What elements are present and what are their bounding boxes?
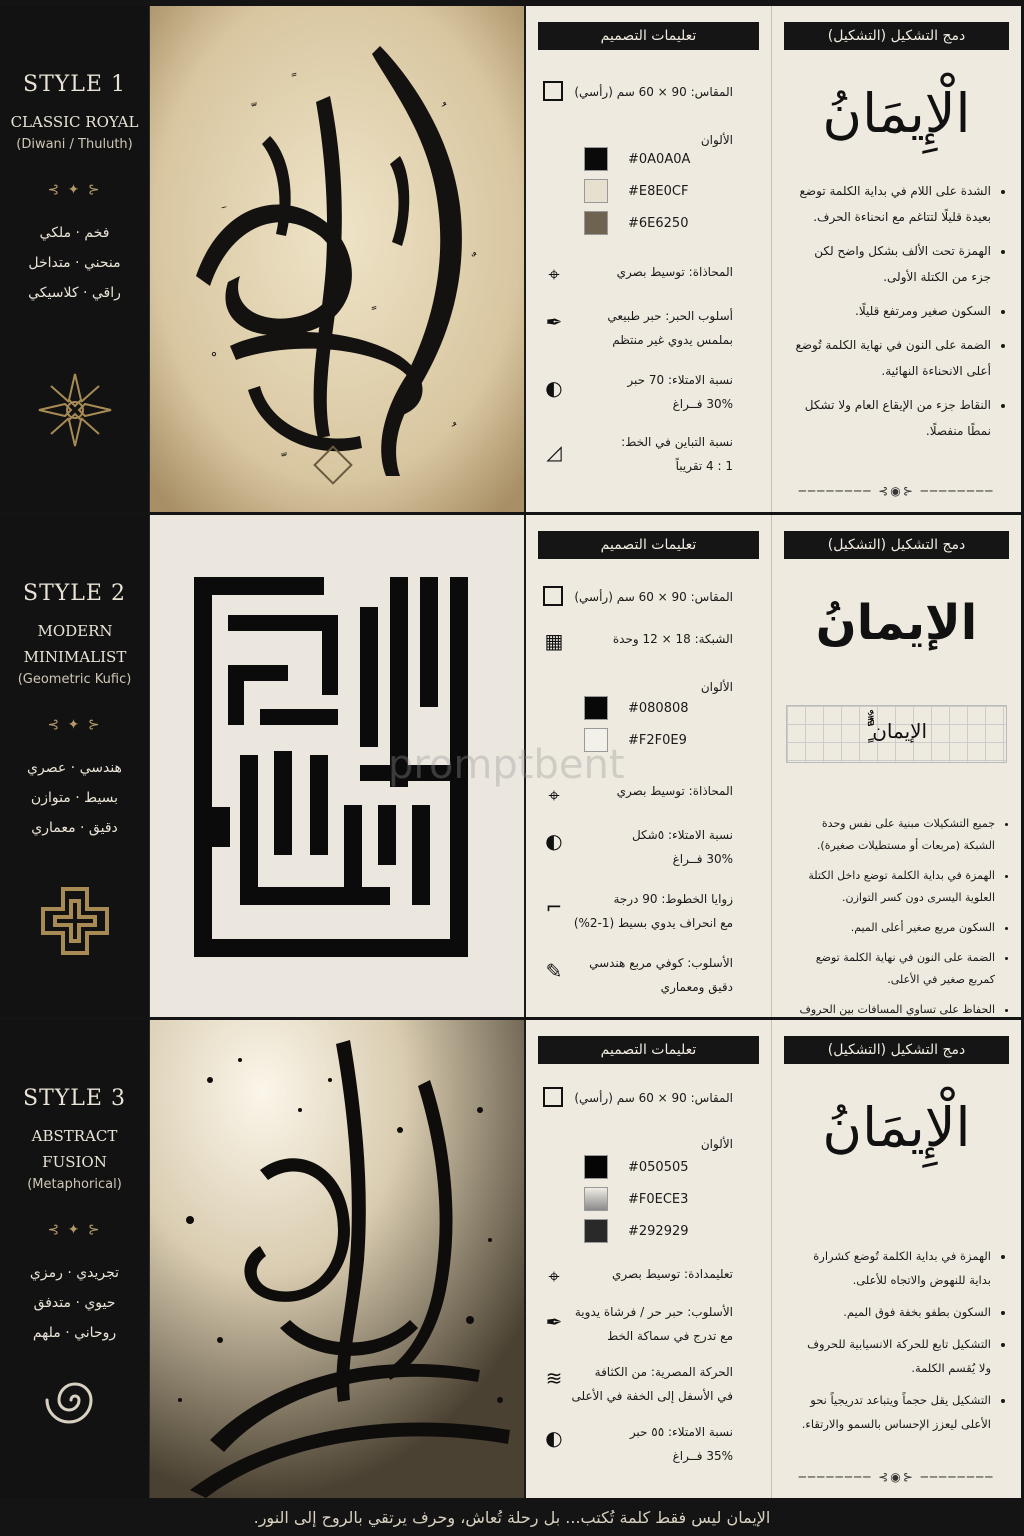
- pen-ruler-icon: ✎: [545, 959, 563, 983]
- color-swatch: [584, 696, 608, 720]
- note-item: • النقاط جزء من الإيقاع العام ولا تشكل نمطًا منفصلًا.: [792, 392, 991, 444]
- tashkeel-header: دمج التشكيل (التشكيل): [784, 1036, 1009, 1064]
- style-name: STYLE 2: [23, 581, 126, 606]
- spec-alignment: تعليمدادة: توسيط بصري: [612, 1267, 733, 1281]
- keyword-line: فخم · ملكي: [39, 225, 110, 241]
- spec-contrast: نسبة التباين في الخط:: [621, 435, 733, 449]
- style-paren: (Diwani / Thuluth): [16, 137, 133, 152]
- tashkeel-header: دمج التشكيل (التشكيل): [784, 531, 1009, 559]
- note-item: • الهمزة في بداية الكلمة توضع داخل الكتلة العلوية اليسرى دون كسر التوازن.: [792, 865, 995, 909]
- color-hex: #292929: [628, 1223, 689, 1239]
- keyword-line: بسيط · متوازن: [30, 790, 119, 806]
- tashkeel-panel: [771, 6, 1021, 512]
- keyword-line: حيوي · متدفق: [33, 1295, 116, 1311]
- spec-style: الأسلوب: حبر حر / فرشاة يدوية: [574, 1305, 733, 1319]
- note-item: • التشكيل تابع للحركة الانسيابية للحروف ولا يُقسم الكلمة.: [792, 1332, 991, 1380]
- mandala-emblem-icon: [35, 370, 115, 450]
- crosshair-icon: ⌖: [548, 1264, 560, 1288]
- spec-colors-label: الألوان: [700, 680, 733, 694]
- artwork-classic-royal: [150, 6, 524, 512]
- spec-ink-style: بملمس يدوي غير منتظم: [612, 333, 733, 347]
- ornament-divider: ⊰ ✦ ⊱: [47, 182, 102, 198]
- spec-style: مع تدرج في سماكة الخط: [607, 1329, 733, 1343]
- spec-grid: الشبكة: 18 × 12 وحدة: [612, 632, 733, 646]
- tashkeel-panel: [771, 515, 1021, 1017]
- spec-ink-style: أسلوب الحبر: حبر طبيعي: [607, 309, 733, 323]
- color-swatch: [584, 147, 608, 171]
- color-swatch: [584, 1187, 608, 1211]
- keyword-line: روحاني · ملهم: [32, 1325, 117, 1341]
- wave-icon: ≋: [545, 1366, 563, 1390]
- kufic-knot-emblem-icon: [35, 881, 115, 961]
- tashkeel-header: دمج التشكيل (التشكيل): [784, 22, 1009, 50]
- style-name: STYLE 1: [23, 72, 126, 97]
- contrast-triangle-icon: ◿: [546, 440, 562, 464]
- style-name: STYLE 3: [23, 1086, 126, 1111]
- note-item: • الضمة على النون في نهاية الكلمة تُوضع أعلى الانحناءة النهائية.: [792, 332, 991, 384]
- note-item: • الهمزة تحت الألف بشكل واضح لكن جزء من الكتلة الأولى.: [792, 238, 991, 290]
- style-subtitle: MODERN MINIMALIST: [23, 622, 127, 666]
- note-item: • التشكيل يقل حجماً ويتباعد تدريجياً نحو الأعلى ليعزز الإحساس بالسمو والارتقاء.: [792, 1388, 991, 1436]
- style-subtitle: CLASSIC ROYAL: [10, 113, 139, 131]
- spec-colors-label: الألوان: [700, 1137, 733, 1151]
- style-subtitle: ABSTRACT FUSION: [31, 1127, 118, 1171]
- half-circle-icon: ◐: [545, 376, 563, 400]
- spec-fill: نسبة الامتلاء: 70 حبر: [627, 373, 733, 387]
- spec-scale: المقاس: 90 × 60 سم (رأسي): [574, 85, 733, 99]
- color-hex: #F0ECE3: [628, 1191, 689, 1207]
- spec-style: الأسلوب: كوفي مربع هندسي: [589, 956, 733, 970]
- note-item: • السكون مربع صغير أعلى الميم.: [792, 917, 995, 939]
- keyword-line: منحني · متداخل: [28, 255, 121, 271]
- ornament-divider-icon: ──────── ⊰◉⊱ ────────: [798, 1470, 995, 1484]
- keyword-line: راقي · كلاسيكي: [28, 285, 121, 301]
- color-hex: #E8E0CF: [628, 183, 689, 199]
- color-hex: #0A0A0A: [628, 151, 691, 167]
- note-item: • جميع التشكيلات مبنية على نفس وحدة الشبكة (مربعات أو مستطيلات صغيرة).: [792, 813, 995, 857]
- color-hex: #F2F0E9: [628, 732, 687, 748]
- spec-motion: الحركة المصرية: من الكثافة: [594, 1365, 733, 1379]
- keyword-line: دقيق · معماري: [31, 820, 118, 836]
- spec-alignment: المحاذاة: توسيط بصري: [616, 784, 733, 798]
- color-swatch-row: [584, 146, 690, 172]
- half-circle-icon: ◐: [545, 1426, 563, 1450]
- note-item: • السكون صغير ومرتفع قليلًا.: [792, 298, 991, 324]
- spec-alignment: المحاذاة: توسيط بصري: [616, 265, 733, 279]
- crosshair-icon: ⌖: [548, 262, 560, 286]
- ornament-divider-icon: ──────── ⊰◉⊱ ────────: [798, 484, 995, 498]
- note-item: • الهمزة في بداية الكلمة تُوضع كشرارة بداية للنهوض والاتجاه للأعلى.: [792, 1244, 991, 1292]
- color-hex: #080808: [628, 700, 689, 716]
- tashkeel-panel: [771, 1020, 1021, 1498]
- color-swatch: [584, 179, 608, 203]
- ornament-divider: ⊰ ✦ ⊱: [47, 1222, 102, 1238]
- note-item: • السكون بطفو بخفة فوق الميم.: [792, 1300, 991, 1324]
- spec-motion: في الأسفل إلى الخفة في الأعلى: [571, 1389, 733, 1403]
- keyword-line: تجريدي · رمزي: [29, 1265, 120, 1281]
- color-swatch: [584, 211, 608, 235]
- style-row-3: [0, 1020, 1024, 1498]
- style-sidebar: [0, 1020, 150, 1498]
- style-row-1: [0, 6, 1024, 512]
- color-swatch: [584, 1155, 608, 1179]
- keyword-line: هندسي · عصري: [27, 760, 122, 776]
- spec-scale: المقاس: 90 × 60 سم (رأسي): [574, 1091, 733, 1105]
- design-spec-panel: [524, 6, 771, 512]
- color-swatch-row: [584, 1186, 688, 1212]
- style-sidebar: [0, 515, 150, 1017]
- note-item: • الشدة على اللام في بداية الكلمة توضع بعيدة قليلًا لتتاغم مع انحناءة الحرف.: [792, 178, 991, 230]
- spec-fill: نسبة الامتلاء: ٥شكل: [631, 828, 733, 842]
- tashkeel-notes: [772, 1244, 1021, 1436]
- grid-diagram: ًٌٍَُِّ الإيمان: [786, 705, 1007, 763]
- crosshair-icon: ⌖: [548, 783, 560, 807]
- pen-icon: ✒: [545, 310, 563, 334]
- half-circle-icon: ◐: [545, 829, 563, 853]
- tashkeel-notes: [772, 813, 1021, 1043]
- color-hex: #050505: [628, 1159, 689, 1175]
- note-item: • الضمة على النون في نهاية الكلمة توضع كمربع صغير في الأعلى.: [792, 947, 995, 991]
- spec-contrast: 1 : 4 تقريباً: [675, 459, 733, 473]
- spec-style: دقيق ومعماري: [660, 980, 733, 994]
- spec-header: تعليمات التصميم: [538, 531, 759, 559]
- style-sidebar: [0, 6, 150, 512]
- color-swatch-row: [584, 1218, 689, 1244]
- spec-angles: مع انحراف يدوي بسيط (1-2%): [573, 916, 733, 930]
- design-spec-panel: [524, 1020, 771, 1498]
- style-paren: (Metaphorical): [27, 1177, 122, 1192]
- color-swatch-row: [584, 210, 688, 236]
- footer-quote: الإيمان ليس فقط كلمة تُكتب... بل رحلة تُعاش، وحرف يرتقي بالروح إلى النور.: [253, 1508, 771, 1527]
- style-paren: (Geometric Kufic): [17, 672, 132, 687]
- spec-header: تعليمات التصميم: [538, 22, 759, 50]
- vocalized-word: الْإِيمَانُ: [822, 82, 971, 145]
- brush-icon: ✒: [545, 1310, 563, 1334]
- color-swatch-row: [584, 178, 688, 204]
- spec-fill: نسبة الامتلاء: ٥٥ حبر: [629, 1425, 733, 1439]
- ornament-divider: ⊰ ✦ ⊱: [47, 717, 102, 733]
- spec-fill: 35% فــراغ: [672, 1449, 733, 1463]
- spec-colors-label: الألوان: [700, 133, 733, 147]
- angle-icon: ⌐: [545, 895, 563, 919]
- spec-fill: 30% فــراغ: [672, 852, 733, 866]
- color-swatch-row: [584, 695, 689, 721]
- color-swatch: [584, 1219, 608, 1243]
- note-item: • الحفاظ على تساوي المسافات بين الحروف: [792, 999, 995, 1043]
- spec-angles: زوايا الخطوط: 90 درجة: [613, 892, 733, 906]
- vocalized-word: الْإِيمَانُ: [822, 1096, 971, 1159]
- vocalized-word: الإيمانُ: [815, 595, 978, 651]
- tashkeel-notes: [772, 178, 1021, 444]
- spec-header: تعليمات التصميم: [538, 1036, 759, 1064]
- grid-icon: ▦: [544, 629, 564, 653]
- artwork-abstract-fusion: [150, 1020, 524, 1498]
- watermark: promptbent: [388, 742, 625, 788]
- swirl-emblem-icon: [35, 1360, 115, 1440]
- spec-scale: المقاس: 90 × 60 سم (رأسي): [574, 590, 733, 604]
- color-hex: #6E6250: [628, 215, 689, 231]
- spec-fill: 30% فــراغ: [672, 397, 733, 411]
- color-swatch-row: [584, 1154, 689, 1180]
